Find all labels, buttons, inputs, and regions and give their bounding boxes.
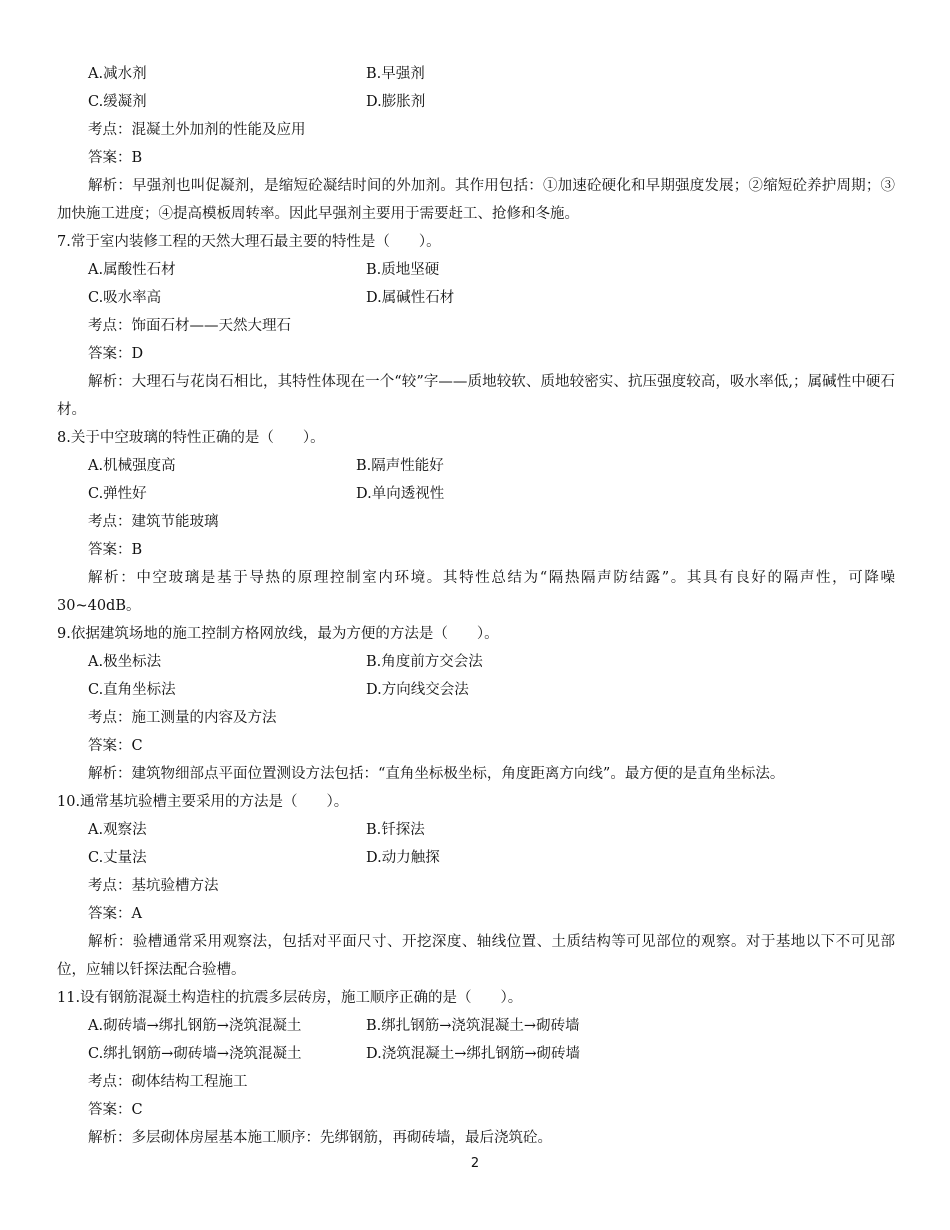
q9-option-a: A.极坐标法	[88, 654, 162, 670]
q7-options-row-2	[57, 284, 895, 312]
q9-jiexi: 解析：建筑物细部点平面位置测设方法包括：“直角坐标极坐标，角度距离方向线”。最方便的是直角坐标法。	[88, 766, 785, 782]
q9-kaodian: 考点：施工测量的内容及方法	[88, 710, 277, 726]
q10-option-d: D.动力触探	[366, 850, 440, 866]
q6-kaodian: 考点：混凝土外加剂的性能及应用	[88, 122, 306, 138]
q9-option-d: D.方向线交会法	[366, 682, 469, 698]
q6-option-a: A.减水剂	[88, 66, 147, 82]
q8-options-row-2	[57, 480, 895, 508]
q11-option-b: B.绑扎钢筋→浇筑混凝土→砌砖墙	[366, 1018, 580, 1034]
q11-answer: 答案：C	[88, 1102, 143, 1118]
q8-option-b: B.隔声性能好	[356, 458, 444, 474]
q10-answer: 答案：A	[88, 906, 142, 922]
q7-option-d: D.属碱性石材	[366, 290, 455, 306]
q11-option-a: A.砌砖墙→绑扎钢筋→浇筑混凝土	[88, 1018, 302, 1034]
q7-kaodian: 考点：饰面石材——天然大理石	[88, 318, 291, 334]
q10-option-c: C.丈量法	[88, 850, 147, 866]
q10-option-b: B.钎探法	[366, 822, 425, 838]
q7-jiexi: 解析：大理石与花岗石相比，其特性体现在一个“较”字——质地较软、质地较密实、抗压强度较高，吸水率低,；属碱性中硬石材。	[57, 374, 895, 418]
q9-question: 9.依据建筑场地的施工控制方格网放线，最为方便的方法是（ ）。	[57, 626, 499, 642]
q6-answer: 答案：B	[88, 150, 143, 166]
q10-kaodian: 考点：基坑验槽方法	[88, 878, 219, 894]
q6-option-d: D.膨胀剂	[366, 94, 426, 110]
q6-options-row-2	[57, 88, 895, 116]
q7-question: 7.常于室内装修工程的天然大理石最主要的特性是（ ）。	[57, 234, 441, 250]
q6-option-b: B.早强剂	[366, 66, 425, 82]
q8-options-row-1	[57, 452, 895, 480]
q11-options-row-2	[57, 1040, 895, 1068]
page-number: 2	[470, 1156, 480, 1171]
q7-option-b: B.质地坚硬	[366, 262, 440, 278]
q8-option-d: D.单向透视性	[356, 486, 445, 502]
q6-options-row-1	[57, 60, 895, 88]
q9-option-b: B.角度前方交会法	[366, 654, 483, 670]
q11-options-row-1	[57, 1012, 895, 1040]
page-content	[57, 60, 895, 1152]
q7-option-a: A.属酸性石材	[88, 262, 176, 278]
q11-question: 11.设有钢筋混凝土构造柱的抗震多层砖房，施工顺序正确的是（ ）。	[57, 990, 523, 1006]
q7-options-row-1	[57, 256, 895, 284]
q11-kaodian: 考点：砌体结构工程施工	[88, 1074, 248, 1090]
q8-kaodian: 考点：建筑节能玻璃	[88, 514, 219, 530]
q9-options-row-2	[57, 676, 895, 704]
q7-answer: 答案：D	[88, 346, 144, 362]
q8-option-c: C.弹性好	[88, 486, 147, 502]
q11-jiexi: 解析：多层砌体房屋基本施工顺序：先绑钢筋，再砌砖墙，最后浇筑砼。	[88, 1130, 552, 1146]
q10-jiexi: 解析：验槽通常采用观察法，包括对平面尺寸、开挖深度、轴线位置、土质结构等可见部位的观察。对于基地以下不可见部位，应辅以钎探法配合验槽。	[57, 934, 895, 978]
q10-options-row-1	[57, 816, 895, 844]
q11-option-c: C.绑扎钢筋→砌砖墙→浇筑混凝土	[88, 1046, 302, 1062]
q6-option-c: C.缓凝剂	[88, 94, 147, 110]
q7-option-c: C.吸水率高	[88, 290, 162, 306]
q8-option-a: A.机械强度高	[88, 458, 176, 474]
q10-option-a: A.观察法	[88, 822, 147, 838]
q9-answer: 答案：C	[88, 738, 143, 754]
q10-question: 10.通常基坑验槽主要采用的方法是（ ）。	[57, 794, 349, 810]
q6-jiexi: 解析：早强剂也叫促凝剂，是缩短砼凝结时间的外加剂。其作用包括：①加速砼硬化和早期强度发展；②缩短砼养护周期；③加快施工进度；④提高模板周转率。因此早强剂主要用于需要赶工、抢修和冬施。	[57, 178, 895, 222]
q8-question: 8.关于中空玻璃的特性正确的是（ ）。	[57, 430, 325, 446]
q10-options-row-2	[57, 844, 895, 872]
q9-options-row-1	[57, 648, 895, 676]
q9-option-c: C.直角坐标法	[88, 682, 176, 698]
q8-jiexi: 解析：中空玻璃是基于导热的原理控制室内环境。其特性总结为“隔热隔声防结露”。其具有良好的隔声性，可降噪 30~40dB。	[57, 570, 895, 614]
q8-answer: 答案：B	[88, 542, 143, 558]
q11-option-d: D.浇筑混凝土→绑扎钢筋→砌砖墙	[366, 1046, 581, 1062]
